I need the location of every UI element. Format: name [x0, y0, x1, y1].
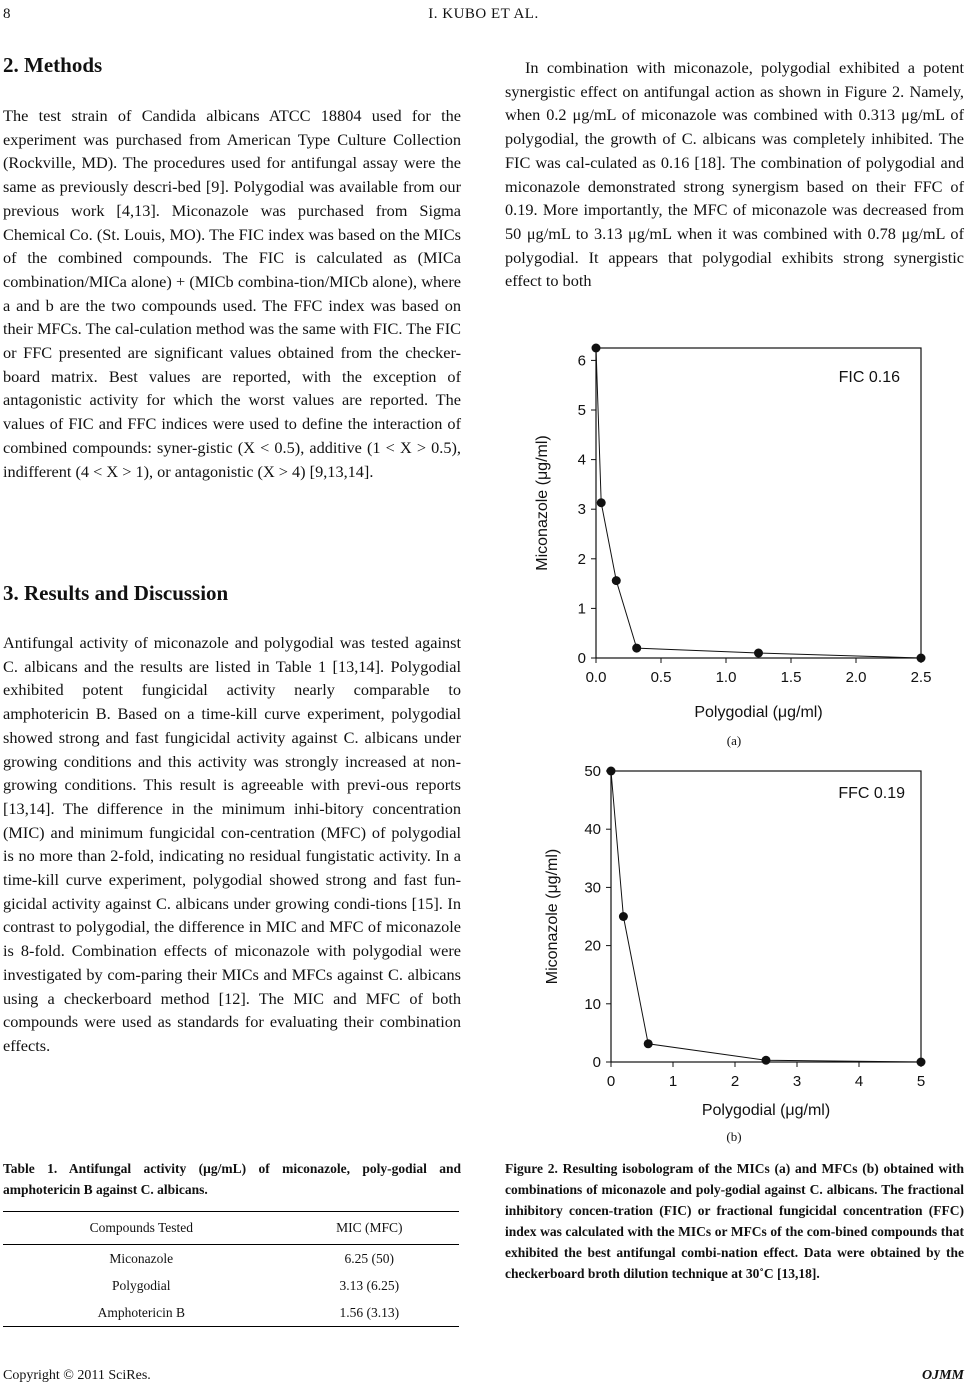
x-tick-label: 2: [730, 1073, 740, 1090]
x-tick-label: 2.5: [910, 669, 932, 686]
table-cell-value: 1.56 (3.13): [280, 1299, 459, 1327]
footer-copyright: Copyright © 2011 SciRes.: [3, 1368, 151, 1383]
y-tick-label: 30: [584, 879, 601, 897]
table-cell-compound: Polygodial: [112, 1277, 171, 1293]
data-point: [754, 649, 763, 658]
x-tick-label: 0.0: [585, 669, 607, 686]
y-tick-label: 3: [577, 501, 586, 519]
table1-caption: Table 1. Antifungal activity (μg/mL) of miconazole, poly-godial and amphotericin B against C. albicans.: [3, 1161, 461, 1197]
series-line: [611, 771, 921, 1062]
section-title-results: 3. Results and Discussion: [3, 581, 229, 605]
x-axis-label: Polygodial (μg/ml): [701, 1102, 831, 1119]
table-row: [3, 1272, 459, 1299]
data-point: [917, 654, 926, 663]
x-tick-label: 4: [854, 1073, 864, 1090]
page-number: 8: [3, 6, 11, 22]
isobologram-mic-chart: [525, 338, 945, 730]
y-tick-label: 20: [584, 937, 601, 955]
y-tick-label: 0: [577, 650, 586, 667]
y-tick-label: 4: [577, 451, 586, 469]
series-line: [596, 348, 921, 658]
data-point: [612, 576, 621, 585]
isobologram-mfc-chart: [535, 758, 945, 1124]
x-tick-label: 1.5: [780, 669, 802, 686]
data-point: [917, 1058, 926, 1067]
x-tick-label: 2.0: [845, 669, 867, 686]
y-tick-label: 0: [592, 1054, 601, 1071]
footer-journal: OJMM: [921, 1368, 964, 1383]
results-paragraph: Antifungal activity of miconazole and polygodial was tested against C. albicans and the results are listed in Table 1 [13,14]. Polygodial exhibited potent fungicidal activity nearly comparable to amphotericin B. Based on a time-kill curve experiment, polygodial showed strong and fast fungicidal activity against C. albicans under growing conditions and this activity was strongly increased at non-growing conditions. This result is agreeable with previ-ous reports [13,14]. The difference in the minimum inhi-bitory concentration (MIC) and minimum fungicidal con-centration (MFC) of polygodial is no more than 2-fold, indicating no residual fungistatic activity. In a time-kill curve experiment, polygodial showed strong and fast fun-gicidal activity against C. albicans under growing condi-tions [15]. In contrast to polygodial, the difference in MIC and MFC of miconazole is 8-fold. Combination effects of miconazole with polygodial were investigated by com-paring their MICs and MFCs against C. albicans using a checkerboard method [12]. The MIC and MFC of both compounds were used as standards for evaluating their combination effects.: [3, 633, 461, 1055]
index-annotation: FIC 0.16: [838, 369, 900, 386]
table-row: [3, 1245, 459, 1273]
x-tick-label: 1: [668, 1073, 678, 1090]
section-title-methods: 2. Methods: [3, 53, 103, 77]
data-point: [644, 1039, 653, 1048]
table-header-row: [3, 1212, 459, 1245]
data-point: [607, 767, 616, 776]
y-axis-label: Miconazole (μg/ml): [534, 435, 551, 571]
plot-frame: [611, 771, 921, 1062]
data-point: [597, 498, 606, 507]
table1: [3, 1211, 459, 1327]
table-cell-value: 6.25 (50): [344, 1250, 395, 1266]
panel-label-a: (a): [726, 733, 742, 748]
table-cell-compound: Amphotericin B: [3, 1299, 280, 1327]
y-axis-label: Miconazole (μg/ml): [544, 848, 561, 985]
table-cell-value: 3.13 (6.25): [339, 1277, 400, 1293]
figure2-caption: Figure 2. Resulting isobologram of the MICs (a) and MFCs (b) obtained with combinations of miconazole and poly-godial against C. albicans. The fractional inhibitory concen-tration (FIC) or fractional fungicidal concentration (FFC) index was calculated with the MICs or MFCs of the com-bined compounds that exhibited the best antifungal combi-nation effect. Data were obtained by the checkerboard broth dilution technique at 30˚C [13,18].: [505, 1161, 964, 1281]
running-head: I. KUBO ET AL.: [428, 6, 539, 22]
data-point: [632, 644, 641, 653]
right-paragraph: In combination with miconazole, polygodial exhibited a potent synergistic effect on antifungal action as shown in Figure 2. Namely, when 0.2 μg/mL of miconazole was combined with 0.313 μg/mL of polygodial, the growth of C. albicans was completely inhibited. The FIC was cal-culated as 0.16 [18]. The combination of polygodial and miconazole demonstrated strong synergism based on their FFC of 0.19. More importantly, the MFC of miconazole was decreased from 50 μg/mL to 3.13 μg/mL when it was combined with 0.78 μg/mL of polygodial. It appears that polygodial exhibits strong synergistic effect to both: [505, 58, 964, 291]
x-tick-label: 0.5: [650, 669, 672, 686]
y-tick-label: 6: [577, 352, 586, 370]
table-header-compounds: Compounds Tested: [3, 1212, 280, 1245]
y-tick-label: 2: [577, 550, 586, 568]
panel-label-b: (b): [726, 1129, 742, 1144]
x-tick-label: 3: [792, 1073, 802, 1090]
x-tick-label: 5: [916, 1073, 926, 1090]
x-tick-label: 0: [606, 1073, 616, 1090]
y-tick-label: 40: [584, 821, 601, 839]
x-axis-label: Polygodial (μg/ml): [694, 704, 823, 721]
y-tick-label: 1: [577, 600, 586, 618]
plot-frame: [596, 348, 921, 658]
index-annotation: FFC 0.19: [838, 785, 905, 802]
y-tick-label: 5: [577, 402, 586, 419]
table-header-mic: MIC (MFC): [280, 1212, 459, 1245]
data-point: [592, 344, 601, 353]
table-cell-compound: Miconazole: [109, 1250, 174, 1266]
table-row: [3, 1299, 459, 1327]
y-tick-label: 50: [584, 763, 601, 780]
data-point: [619, 912, 628, 921]
methods-paragraph: The test strain of Candida albicans ATCC 18804 used for the experiment was purchased from American Type Culture Collection (Rockville, MD). The procedures used for antifungal assay were the same as previously descri-bed [9]. Polygodial was available from our previous work [4,13]. Miconazole was purchased from Sigma Chemical Co. (St. Louis, MO). The FIC index was based on the MICs of the combined compounds. The FIC is calculated as (MICa combination/MICa alone) + (MICb combina-tion/MICb alone), where a and b are the two compounds used. The FFC index was based on their MFCs. The cal-culation method was the same with FIC. The FIC or FFC presented are significant values obtained from the checker-board matrix. Best values are reported, with the exception of antagonistic activity for which the worst values are reported. The values of FIC and FFC indices were used to define the interaction of combined compounds: syner-gistic (X < 0.5), additive (1 < X > 0.5), indifferent (4 < X > 1), or antagonistic (X > 4) [9,13,14].: [3, 106, 461, 481]
data-point: [762, 1056, 771, 1065]
x-tick-label: 1.0: [715, 669, 737, 686]
y-tick-label: 10: [584, 995, 601, 1013]
